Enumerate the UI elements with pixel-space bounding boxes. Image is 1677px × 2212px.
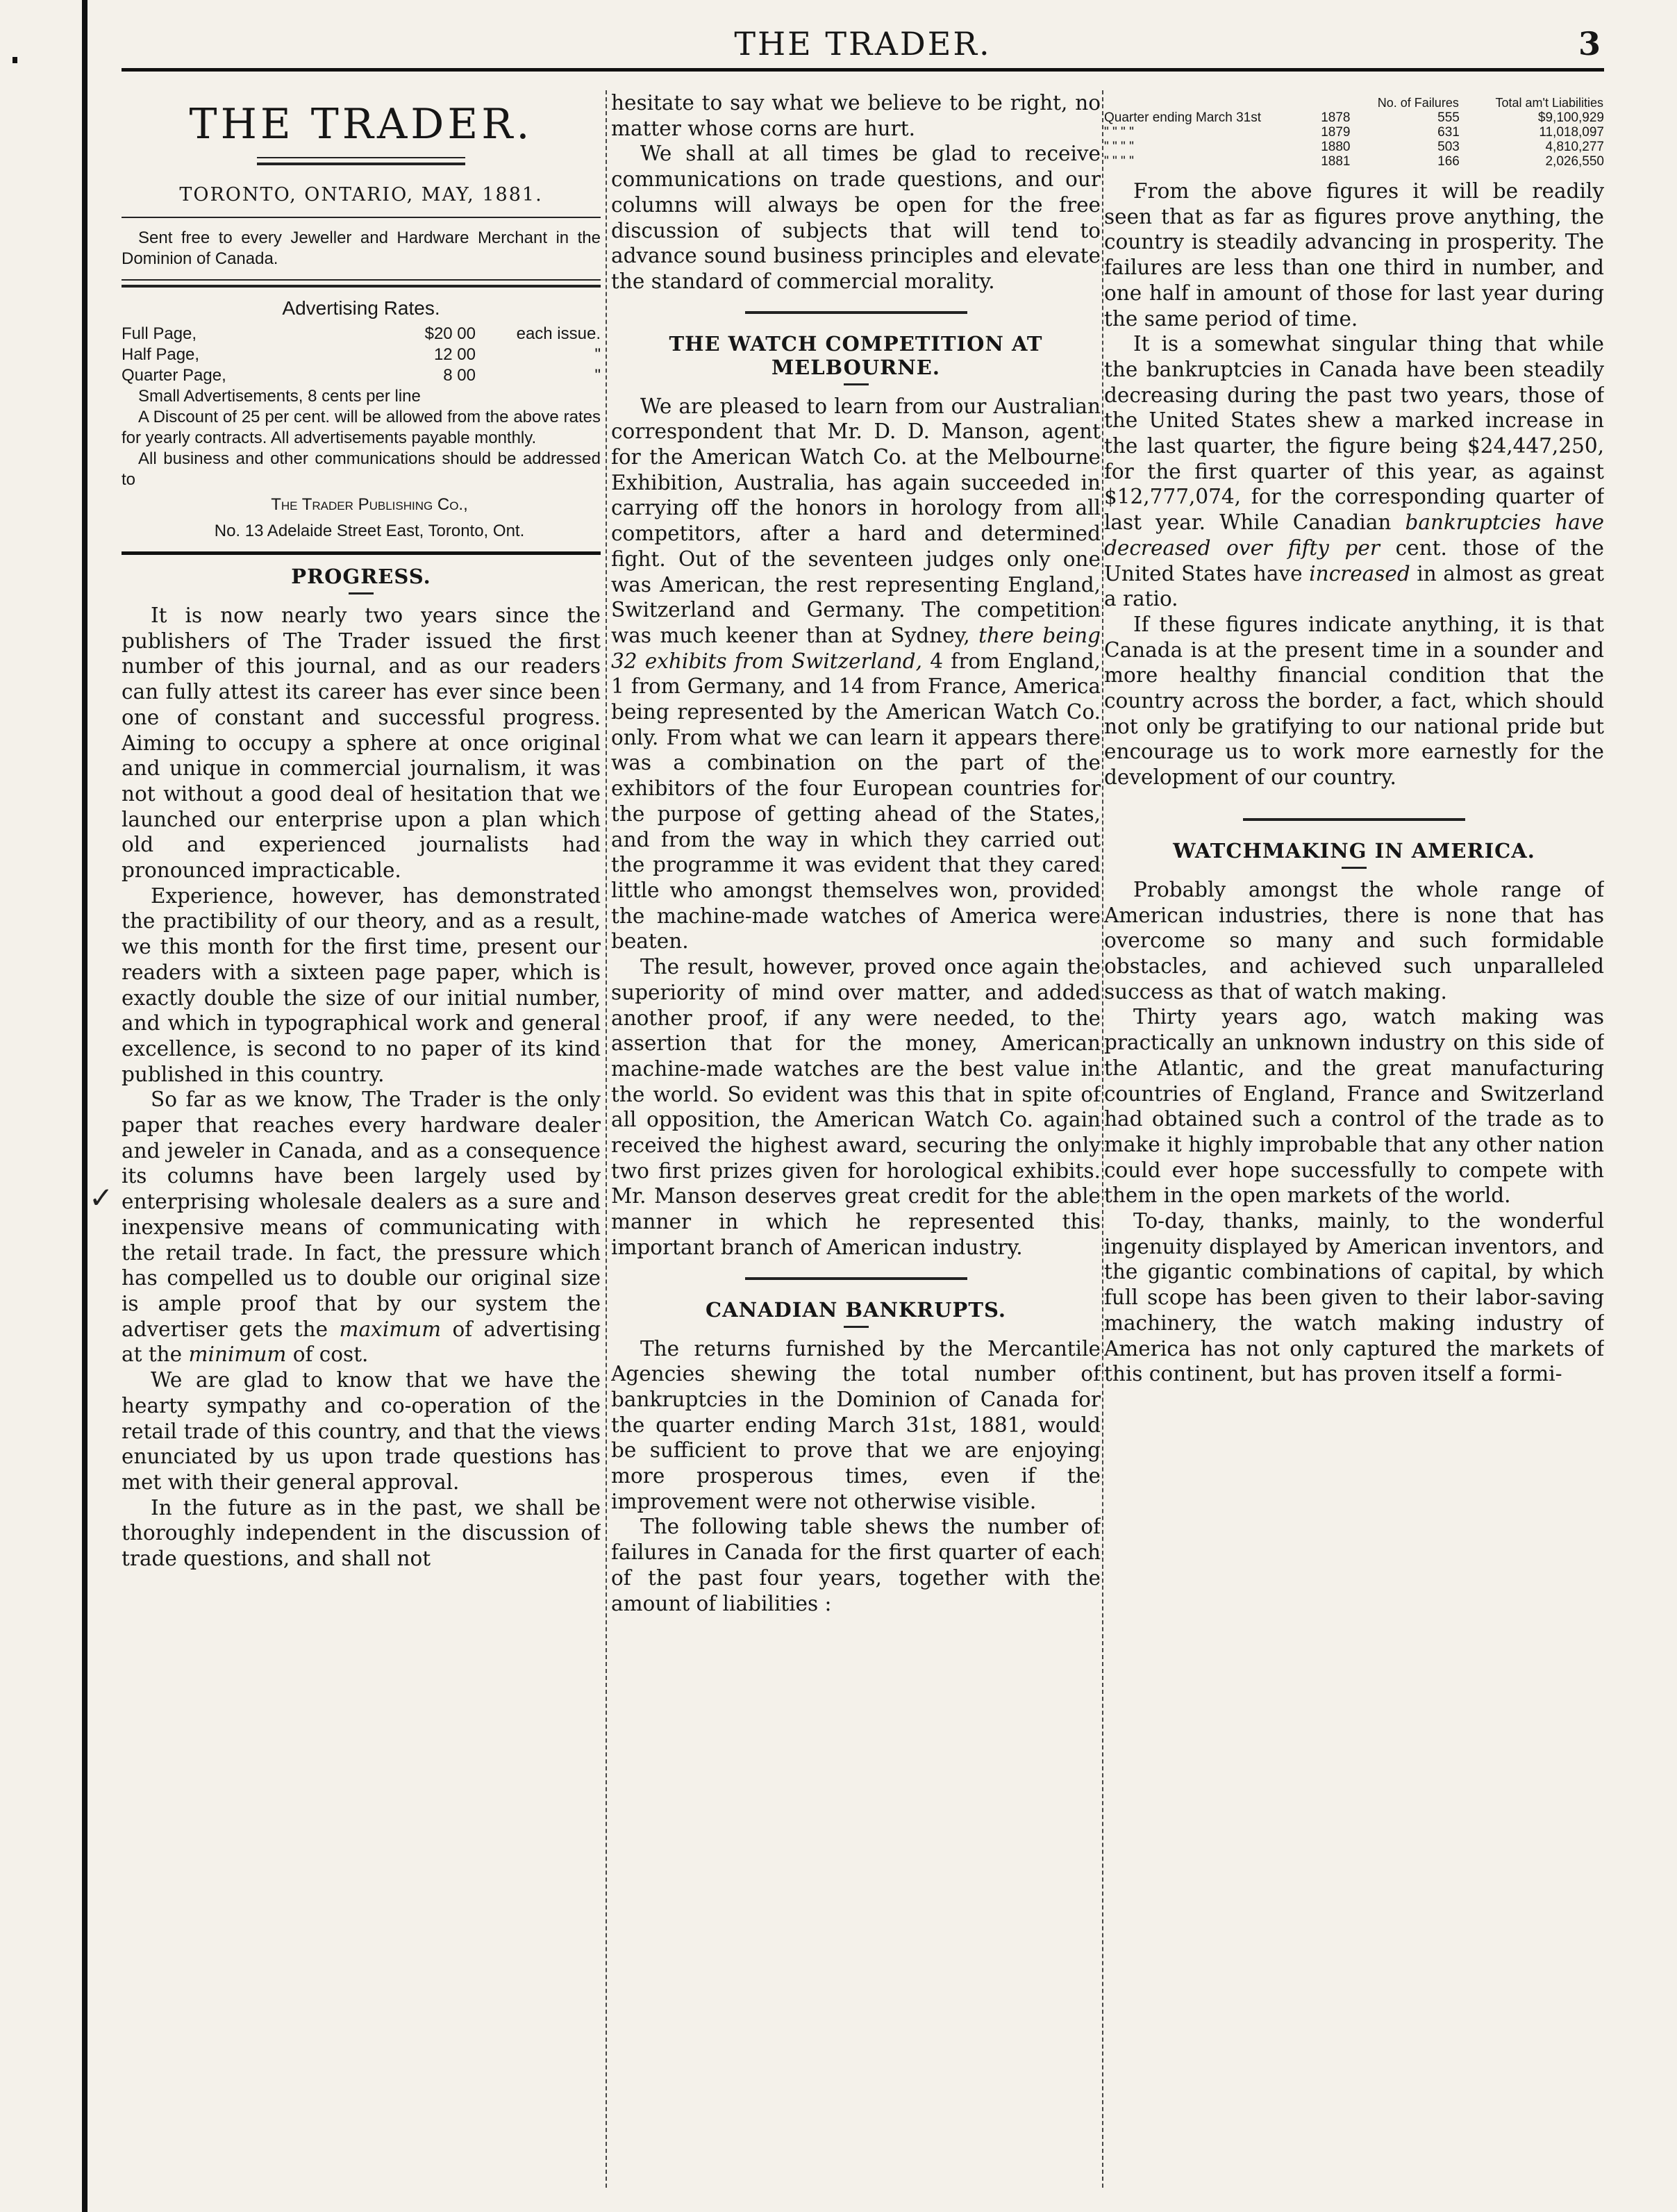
bankrupts-paragraph: [1104, 331, 1604, 612]
rule: [122, 551, 601, 555]
text-run: It is a somewhat singular thing that while the bankruptcies in Canada have been steadily decreasing during the past two years, those of the United States shew a marked increase in the last quarter, the figure being $24,447,250, for the first quarter of this year, as against $12,777,074, for the corresponding quarter of last year. While Canadian: [1104, 332, 1604, 535]
rate-per: ": [594, 345, 601, 364]
row-label: " " " ": [1104, 154, 1134, 169]
emphasis: there being 32 exhibits from Switzerland,: [611, 623, 1101, 673]
rate-price: 12 00: [433, 345, 476, 364]
bankrupts-paragraph: If these figures indicate anything, it is that Canada is at the present time in a sounder and more healthy financial condition that the country across the border, a fact, which should not only be gratifying to our national pride but encourage us to work more earnestly for the development of our country.: [1104, 612, 1604, 790]
dateline: TORONTO, ONTARIO, MAY, 1881.: [179, 184, 543, 206]
header-rule: [122, 68, 1604, 72]
emphasis: bankruptcies have decreased over fifty per: [1104, 510, 1604, 560]
discount-note: A Discount of 25 per cent. will be allowed from the above rates for yearly contracts. All advertisements payable monthly.: [122, 408, 601, 447]
row-year: 1881: [1321, 154, 1351, 169]
row-failures: 631: [1437, 125, 1460, 140]
progress-paragraph: We are glad to know that we have the hearty sympathy and co-operation of the retail trade of this country, and that the views enunciated by us upon trade questions has met with their general approval.: [122, 1368, 601, 1494]
rule: [122, 279, 601, 288]
rule: [122, 217, 601, 218]
watchmaking-paragraph: Probably amongst the whole range of American industries, there is none that has overcome so many and such formidable obstacles, and achieved such unparalleled success as that of watch making.: [1104, 877, 1604, 1004]
row-year: 1878: [1321, 110, 1351, 125]
bankrupts-paragraph: The following table shews the number of failures in Canada for the first quarter of each of the past four years, together with the amount of liabilities :: [611, 1515, 1101, 1615]
row-failures: 555: [1437, 110, 1460, 125]
emphasis: minimum: [188, 1342, 287, 1367]
text-run: of cost.: [292, 1342, 369, 1367]
masthead-rule: [257, 157, 465, 165]
rule: [745, 1277, 967, 1280]
publisher-address: No. 13 Adelaide Street East, Toronto, Ont.: [214, 522, 525, 540]
rate-label: Half Page,: [122, 345, 200, 364]
rule: [844, 383, 869, 385]
table-row: [1104, 154, 1604, 169]
running-head-title: THE TRADER.: [734, 25, 992, 63]
text-run: cent. those of the United States have: [1104, 535, 1604, 585]
watch-competition-heading: THE WATCH COMPETITION AT MELBOURNE.: [669, 331, 1043, 379]
rate-row: [122, 324, 601, 344]
binding-edge: [82, 0, 87, 2212]
text-run: We are pleased to learn from our Australian correspondent that Mr. D. D. Manson, agent for the American Watch Co. at the Melbourne Exhibition, Australia, has again succeeded in carrying off the honors in horology from all competitors, after a hard and determined fight. Out of the seventeen judges only one was American, the rest representing England, Switzerland and Germany. The competition was much keener than at Sydney,: [611, 394, 1101, 647]
text-run: So far as we know, The Trader is the only paper that reaches every hardware dealer and jeweler in Canada, and as a consequence its columns have been largely used by enterprising wholesale dealers as a sure and inexpensive means of communicating with the retail trade. In fact, the pressure which has compelled us to double our original size is ample proof that by our system the advertiser gets the: [122, 1088, 601, 1341]
progress-paragraph: [122, 1087, 601, 1367]
row-amount: 2,026,550: [1545, 154, 1604, 169]
publisher-name: The Trader Publishing Co.,: [271, 495, 468, 514]
emphasis: increased: [1309, 561, 1410, 585]
small-ads-note: Small Advertisements, 8 cents per line: [138, 387, 421, 406]
rates-title: Advertising Rates.: [282, 297, 440, 319]
handwritten-margin-mark: ✓: [89, 1181, 114, 1215]
rule: [1243, 818, 1465, 821]
failures-table: [1104, 96, 1604, 169]
watchmaking-heading: WATCHMAKING IN AMERICA.: [1173, 838, 1535, 863]
communications-note: All business and other communications should be addressed to: [122, 449, 601, 489]
row-amount: 11,018,097: [1539, 125, 1604, 140]
circulation-note: [122, 228, 601, 269]
rule: [844, 1326, 869, 1328]
table-row: [1104, 140, 1604, 154]
progress-paragraph: Experience, however, has demonstrated the practibility of our theory, and as a result, we this month for the first time, present our readers with a sixteen page paper, which is exactly double the size of our initial number, and which in typographical work and general excellence, is second to no paper of its kind published in this country.: [122, 883, 601, 1086]
rule: [745, 311, 967, 314]
rate-per: ": [594, 366, 601, 385]
text-run: of advertising at the: [122, 1317, 601, 1367]
column-3: [1104, 90, 1604, 1387]
rate-label: Quarter Page,: [122, 366, 226, 385]
emphasis: maximum: [339, 1317, 442, 1341]
circulation-text: Sent free to every Jeweller and Hardware Merchant in the Dominion of Canada.: [122, 228, 601, 268]
row-year: 1879: [1321, 125, 1351, 140]
rate-row: [122, 344, 601, 365]
masthead-title: THE TRADER.: [189, 100, 533, 149]
row-label: " " " ": [1104, 125, 1134, 140]
table-row: [1104, 125, 1604, 140]
rate-price: 8 00: [443, 366, 476, 385]
progress-paragraph: We shall at all times be glad to receive communications on trade questions, and our columns will always be open for the free discussion of subjects that will tend to advance sound business principles and elevate the standard of commercial morality.: [611, 142, 1101, 293]
bankrupts-paragraph: From the above figures it will be readily seen that as far as figures prove anything, the country is steadily advancing in prosperity. The failures are less than one third in number, and one half in amount of those for last year during the same period of time.: [1104, 179, 1604, 331]
progress-paragraph: It is now nearly two years since the publishers of The Trader issued the first number of this journal, and as our readers can fully attest its career has ever since been one of constant and successful progress. Aiming to occupy a sphere at once original and unique in commercial journalism, it was not without a good deal of hesitation that we launched our enterprise upon a plan which old and experienced journalists had pronounced impracticable.: [122, 604, 601, 883]
rule: [349, 592, 374, 594]
text-run: 4 from England, 1 from Germany, and 14 from France, America being represented by the American Watch Co. only. From what we can learn it appears there was a combination on the part of the exhibitors of the four European countries for the purpose of getting ahead of the States, and from the way in which they carried out the programme it was evident that they cared little who amongst themselves won, provided the machine-made watches of America were beaten.: [611, 649, 1101, 954]
row-amount: $9,100,929: [1537, 110, 1604, 125]
row-year: 1880: [1321, 140, 1351, 154]
row-failures: 166: [1437, 154, 1460, 169]
row-label: " " " ": [1104, 140, 1134, 154]
watchmaking-paragraph: To-day, thanks, mainly, to the wonderful ingenuity displayed by American inventors, and the gigantic combinations of capital, by which full scope has been given to their labor-saving machinery, the watch making industry of America has not only captured the markets of this continent, but has proven itself a formi-: [1104, 1209, 1604, 1386]
watchmaking-paragraph: Thirty years ago, watch making was practically an unknown industry on this side of the Atlantic, and the great manufacturing countries of England, France and Switzerland had obtained such a control of the trade as to make it highly improbable that any other nation could ever hope successfully to compete with them in the open markets of the world.: [1104, 1005, 1604, 1208]
rate-label: Full Page,: [122, 324, 197, 343]
rate-per: each issue.: [516, 324, 601, 343]
bankrupts-heading: CANADIAN BANKRUPTS.: [706, 1297, 1006, 1322]
progress-paragraph: In the future as in the past, we shall be thoroughly independent in the discussion of trade questions, and shall not: [122, 1495, 601, 1571]
col-liabilities: Total am't Liabilities: [1495, 96, 1603, 110]
table-row: [1104, 110, 1604, 125]
progress-heading: PROGRESS.: [291, 565, 431, 588]
rate-price: $20 00: [424, 324, 476, 343]
running-head: [122, 25, 1604, 67]
column-2: [611, 90, 1101, 1616]
column-divider-1: [606, 90, 607, 2188]
rate-row: [122, 365, 601, 386]
bankrupts-paragraph: The returns furnished by the Mercantile Agencies shewing the total number of bankruptcies in the Dominion of Canada for the quarter ending March 31st, 1881, would be sufficient to prove that we are enjoying more prosperous times, even if the improvement were not otherwise visible.: [611, 1336, 1101, 1513]
column-1: [122, 90, 601, 1572]
table-header-row: [1104, 96, 1604, 110]
page-number: 3: [1578, 25, 1601, 63]
watch-competition-paragraph: [611, 394, 1101, 954]
rule: [1342, 867, 1367, 869]
rates-notes: [122, 386, 601, 542]
progress-paragraph: hesitate to say what we believe to be right, no matter whose corns are hurt.: [611, 91, 1101, 140]
watch-competition-paragraph: The result, however, proved once again the superiority of mind over matter, and added another proof, if any were needed, to the assertion that for the money, American machine-made watches are the best value in the world. So evident was this that in spite of all opposition, the American Watch Co. again received the highest award, securing the only two first prizes given for horological exhibits. Mr. Manson deserves great credit for the able manner in which he represented this important branch of American industry.: [611, 955, 1101, 1259]
column-divider-2: [1102, 90, 1103, 2188]
advertising-rates-table: [122, 324, 601, 386]
text-run: in almost as great a ratio.: [1104, 561, 1604, 611]
row-label: Quarter ending March 31st: [1104, 110, 1262, 125]
col-failures: No. of Failures: [1377, 96, 1459, 110]
ink-speck: [12, 57, 17, 63]
row-amount: 4,810,277: [1545, 140, 1604, 154]
row-failures: 503: [1437, 140, 1460, 154]
